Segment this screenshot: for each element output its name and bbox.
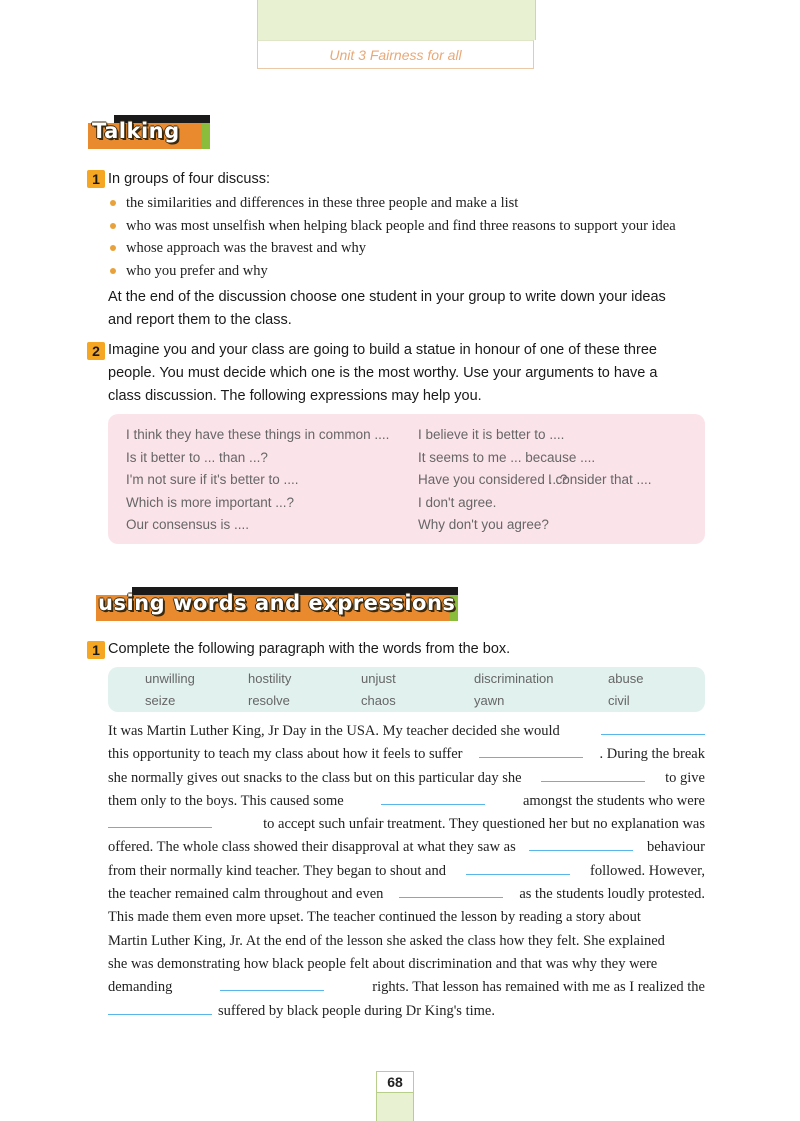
word-option: yawn bbox=[474, 693, 505, 708]
word-option: unwilling bbox=[145, 671, 195, 686]
talking-banner bbox=[88, 115, 210, 147]
expression: I don't agree. bbox=[418, 494, 497, 510]
expression: I think they have these things in common .... bbox=[126, 427, 390, 442]
word-box bbox=[108, 667, 705, 712]
list-item: who you prefer and why bbox=[110, 260, 676, 283]
bullet-dot-icon bbox=[110, 245, 116, 251]
word-option: unjust bbox=[361, 671, 396, 686]
list-item: the similarities and differences in these three people and make a list bbox=[110, 192, 676, 215]
answer-blank[interactable] bbox=[108, 813, 212, 828]
talking-title: Talking bbox=[92, 119, 180, 143]
page-number: 68 bbox=[376, 1071, 414, 1093]
list-item: whose approach was the bravest and why bbox=[110, 237, 676, 260]
task-closing-text: At the end of the discussion choose one student in your group to write down your ideas and report them to the class. bbox=[108, 289, 666, 328]
word-option: resolve bbox=[248, 693, 290, 708]
discussion-bullet-list bbox=[110, 192, 676, 282]
task-number-badge: 2 bbox=[87, 342, 105, 360]
task-instruction: In groups of four discuss: bbox=[108, 171, 270, 187]
answer-blank[interactable] bbox=[381, 790, 485, 805]
answer-blank[interactable] bbox=[466, 860, 570, 875]
task-instruction: Complete the following paragraph with the words from the box. bbox=[108, 641, 511, 657]
task-instruction: Imagine you and your class are going to build a statue in honour of one of these three people. You must decide which one is the most worthy. Use your arguments to have a class discussion. The following expressions may help you. bbox=[108, 342, 658, 404]
answer-blank[interactable] bbox=[541, 767, 645, 782]
expressions-left-column bbox=[126, 424, 389, 537]
word-option: chaos bbox=[361, 693, 396, 708]
expressions-extra-column bbox=[548, 447, 652, 492]
footer-decoration bbox=[376, 1093, 414, 1121]
words-title: using words and expressions bbox=[98, 591, 456, 615]
expression: Which is more important ...? bbox=[126, 494, 295, 510]
bullet-dot-icon bbox=[110, 200, 116, 206]
expression: I'm not sure if it's better to .... bbox=[126, 472, 299, 487]
expression: I consider that .... bbox=[548, 472, 652, 487]
list-item: who was most unselfish when helping black people and find three reasons to support your idea bbox=[110, 215, 676, 238]
header-decoration bbox=[257, 0, 536, 40]
bullet-dot-icon bbox=[110, 268, 116, 274]
expression: I believe it is better to .... bbox=[418, 427, 565, 442]
word-option: civil bbox=[608, 693, 630, 708]
expression: Our consensus is .... bbox=[126, 517, 250, 532]
answer-blank[interactable] bbox=[220, 976, 324, 991]
expression: It seems to me ... because .... bbox=[418, 449, 596, 465]
answer-blank[interactable] bbox=[529, 836, 633, 851]
word-option: seize bbox=[145, 693, 176, 708]
expression: Is it better to ... than ...? bbox=[126, 449, 268, 465]
word-option: abuse bbox=[608, 671, 644, 686]
answer-blank[interactable] bbox=[479, 743, 583, 758]
words-banner bbox=[96, 587, 458, 619]
cloze-paragraph: It was Martin Luther King, Jr Day in the USA. My teacher decided she would this opportunity to teach my class about how it feels to suffer . During the break she normally gives out snacks to the class but on this particular day she to give them only to the boys. This caused some amongst the students who were to accept such unfair treatment. They questioned her but no explanation was offered. The whole class showed their disapproval at what they saw as behaviour from their normally kind teacher. They began to shout and followed. However, the teacher remained calm throughout and even as the students loudly protested. This made them even more upset. The teacher continued the lesson by reading a story about Martin Luther King, Jr. At the end of the lesson she asked the class how they felt. She explained she was demonstrating how black people felt about discrimination and that was why they were demanding rights. That lesson has remained with me as I realized the suffered by black people during Dr King's time. bbox=[108, 720, 705, 1023]
bullet-dot-icon bbox=[110, 223, 116, 229]
unit-label: Unit 3 Fairness for all bbox=[257, 40, 534, 69]
task-number-badge: 1 bbox=[87, 641, 105, 659]
answer-blank[interactable] bbox=[399, 883, 503, 898]
expression: Have you considered ...? bbox=[418, 472, 568, 487]
word-option: discrimination bbox=[474, 671, 554, 686]
word-option: hostility bbox=[248, 671, 292, 686]
expression: Why don't you agree? bbox=[418, 517, 549, 532]
answer-blank[interactable] bbox=[108, 1000, 212, 1015]
task-number-badge: 1 bbox=[87, 170, 105, 188]
answer-blank[interactable] bbox=[601, 720, 705, 735]
expressions-box bbox=[108, 414, 705, 544]
